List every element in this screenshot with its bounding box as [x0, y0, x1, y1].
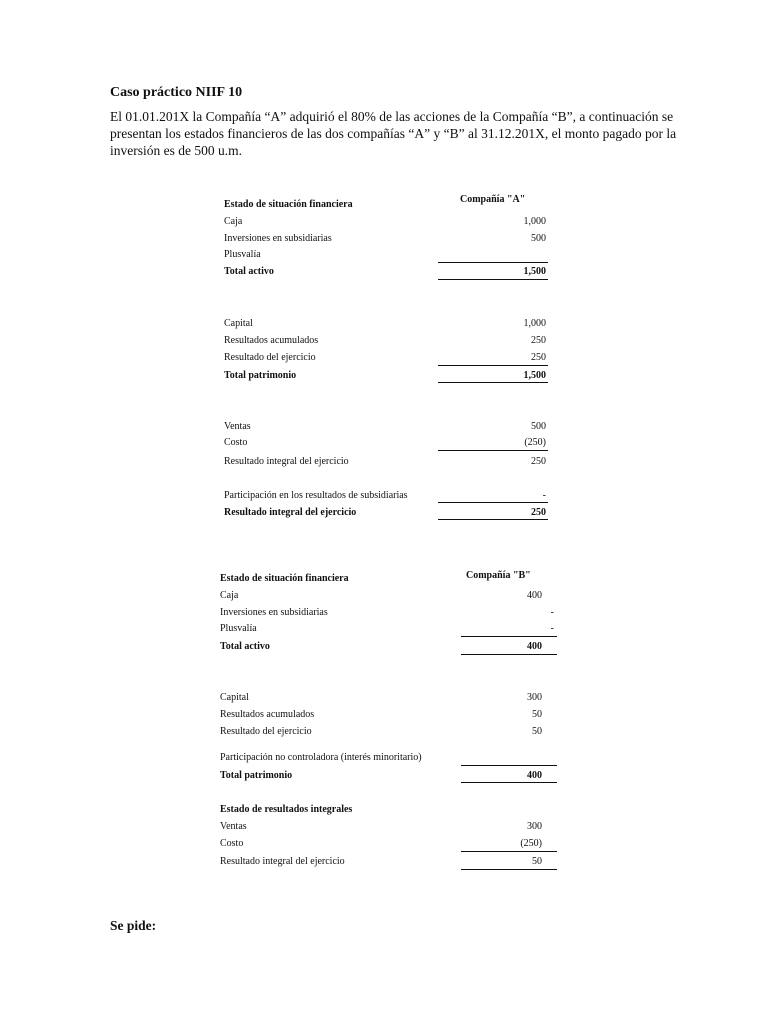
row-value: 250	[531, 352, 546, 363]
row-value: 400	[527, 770, 542, 781]
row-value: -	[550, 623, 554, 634]
company-a-row-caja	[224, 216, 546, 229]
company-a-row-resultado-integral	[224, 456, 546, 469]
row-value: 500	[531, 421, 546, 432]
row-value: 1,000	[523, 216, 546, 227]
row-label: Costo	[224, 437, 248, 448]
company-a-row-costo	[224, 437, 546, 450]
company-b-row-resultados-acumulados	[220, 709, 542, 722]
document-title: Caso práctico NIIF 10	[110, 85, 243, 100]
company-a-row-inversiones	[224, 233, 546, 246]
intro-line: presentan los estados financieros de las dos compañías “A” y “B” al 31.12.201X, el monto pagado por la	[110, 126, 677, 141]
total-rule	[461, 782, 557, 783]
company-b-row-caja	[220, 590, 542, 603]
row-label: Costo	[220, 838, 244, 849]
row-value: 50	[532, 726, 542, 737]
subtotal-rule	[438, 365, 548, 366]
intro-paragraph	[110, 108, 677, 159]
row-label: Inversiones en subsidiarias	[224, 233, 332, 244]
subtotal-rule	[438, 502, 548, 503]
row-label: Inversiones en subsidiarias	[220, 607, 328, 618]
row-value: 400	[527, 590, 542, 601]
row-value: 1,500	[523, 266, 546, 277]
row-label: Resultados acumulados	[220, 709, 315, 720]
company-a-table	[224, 196, 550, 526]
row-value: 250	[531, 507, 546, 518]
row-value: 1,500	[523, 370, 546, 381]
row-label: Total activo	[220, 641, 270, 652]
company-a-row-capital	[224, 318, 546, 331]
row-label: Participación en los resultados de subsidiarias	[224, 490, 408, 501]
company-b-row-capital	[220, 692, 542, 705]
row-label: Capital	[220, 692, 249, 703]
total-rule	[438, 382, 548, 383]
row-label: Resultado del ejercicio	[220, 726, 312, 737]
row-value: 400	[527, 641, 542, 652]
company-b-row-resultado-integral	[220, 856, 542, 869]
row-value: 250	[531, 456, 546, 467]
row-value: 1,000	[523, 318, 546, 329]
row-label: Ventas	[224, 421, 251, 432]
row-value: 500	[531, 233, 546, 244]
intro-line: inversión es de 500 u.m.	[110, 143, 242, 158]
row-label: Resultado integral del ejercicio	[224, 507, 357, 518]
subtotal-rule	[461, 851, 557, 852]
subtotal-rule	[461, 636, 557, 637]
company-b-row-plusvalia	[220, 623, 554, 636]
row-label: Plusvalía	[224, 249, 261, 260]
row-value: -	[550, 607, 554, 618]
company-a-row-resultado-ejercicio	[224, 352, 546, 365]
row-label: Resultados acumulados	[224, 335, 319, 346]
row-label: Capital	[224, 318, 253, 329]
row-label: Participación no controladora (interés minoritario)	[220, 752, 422, 763]
row-value: -	[542, 490, 546, 501]
footer-heading: Se pide:	[110, 918, 157, 933]
section-heading: Estado de resultados integrales	[220, 804, 353, 815]
company-b-row-participacion-no-controladora	[220, 752, 542, 765]
subtotal-rule	[438, 450, 548, 451]
row-value: 300	[527, 821, 542, 832]
row-label: Resultado integral del ejercicio	[220, 856, 345, 867]
total-rule	[461, 869, 557, 870]
total-rule	[438, 519, 548, 520]
row-value: 50	[532, 856, 542, 867]
company-a-row-resultados-acumulados	[224, 335, 546, 348]
row-value: (250)	[520, 838, 542, 849]
row-value: 300	[527, 692, 542, 703]
company-b-label: Compañía "B"	[466, 570, 531, 581]
total-rule	[461, 654, 557, 655]
company-b-row-inversiones	[220, 607, 554, 620]
intro-line: El 01.01.201X la Compañía “A” adquirió el 80% de las acciones de la Compañía “B”, a continuación se	[110, 109, 674, 124]
company-b-row-total-activo	[220, 641, 542, 654]
company-a-label: Compañía "A"	[460, 194, 526, 205]
company-b-row-estado-resultados	[220, 804, 542, 817]
row-label: Ventas	[220, 821, 247, 832]
company-b-row-costo	[220, 838, 542, 851]
row-label: Caja	[224, 216, 243, 227]
row-label: Caja	[220, 590, 239, 601]
company-b-header: Estado de situación financiera	[220, 573, 349, 584]
company-a-header: Estado de situación financiera	[224, 199, 353, 210]
company-b-row-resultado-ejercicio	[220, 726, 542, 739]
row-label: Resultado integral del ejercicio	[224, 456, 349, 467]
company-b-row-ventas	[220, 821, 542, 834]
company-b-table	[220, 570, 560, 875]
subtotal-rule	[438, 262, 548, 263]
row-value: 250	[531, 335, 546, 346]
total-rule	[438, 279, 548, 280]
row-label: Total patrimonio	[220, 770, 293, 781]
row-label: Total patrimonio	[224, 370, 297, 381]
row-label: Total activo	[224, 266, 274, 277]
row-value: (250)	[524, 437, 546, 448]
row-value: 50	[532, 709, 542, 720]
row-label: Resultado del ejercicio	[224, 352, 316, 363]
company-a-row-ventas	[224, 421, 546, 434]
row-label: Plusvalía	[220, 623, 257, 634]
company-a-row-plusvalia	[224, 249, 546, 262]
subtotal-rule	[461, 765, 557, 766]
company-a-row-total-activo	[224, 266, 546, 279]
